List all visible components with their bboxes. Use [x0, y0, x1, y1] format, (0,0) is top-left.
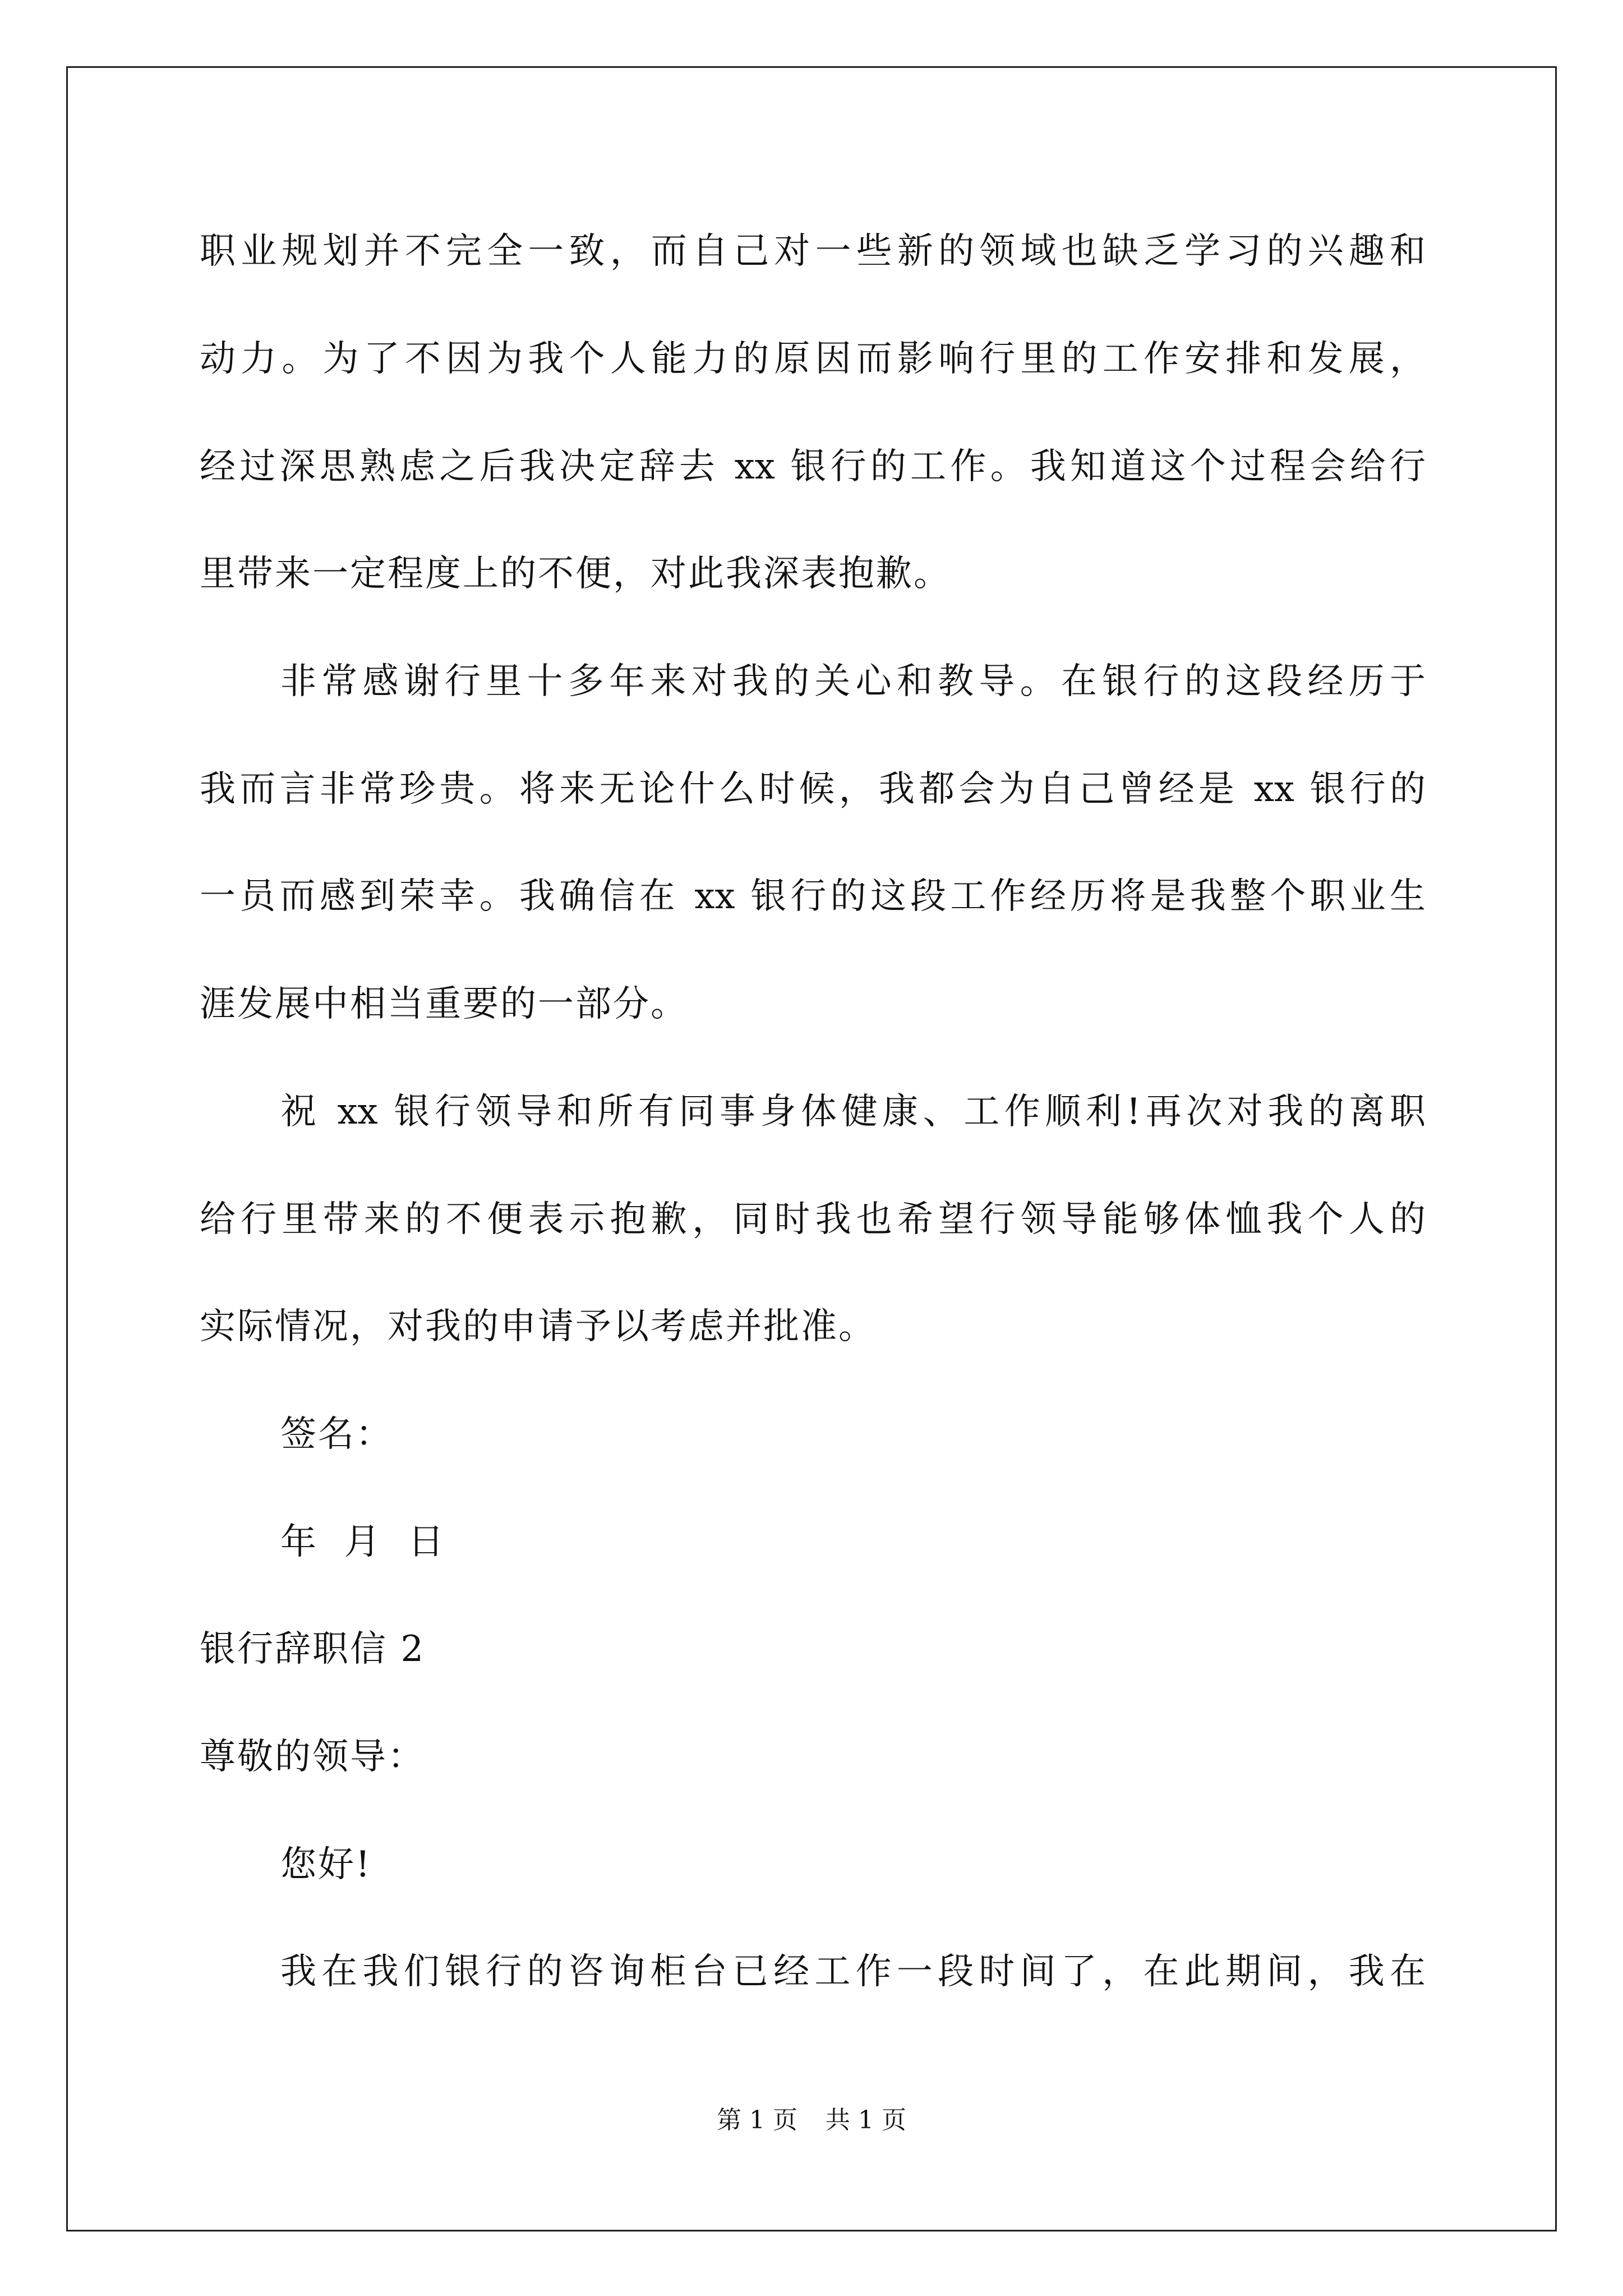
paragraph-3-line-3: 实际情况，对我的申请予以考虑并批准。 [200, 1306, 876, 1347]
page-footer [0, 2105, 1623, 2136]
date-line: 年 月 日 [280, 1521, 446, 1563]
paragraph-3-line-2: 给行里带来的不便表示抱歉，同时我也希望行领导能够体恤我个人的 [200, 1199, 1426, 1240]
paragraph-2-line-3: 一员而感到荣幸。我确信在 xx 银行的这段工作经历将是我整个职业生 [200, 876, 1426, 917]
greeting: 您好! [280, 1844, 372, 1885]
salutation: 尊敬的领导： [200, 1736, 425, 1778]
paragraph-1-line-1: 职业规划并不完全一致，而自己对一些新的领域也缺乏学习的兴趣和 [200, 231, 1426, 272]
paragraph-3-line-1: 祝 xx 银行领导和所有同事身体健康、工作顺利!再次对我的离职 [280, 1091, 1426, 1133]
paragraph-2-line-1: 非常感谢行里十多年来对我的关心和教导。在银行的这段经历于 [280, 661, 1426, 702]
paragraph-1-line-4: 里带来一定程度上的不便，对此我深表抱歉。 [200, 553, 951, 595]
paragraph-1-line-3: 经过深思熟虑之后我决定辞去 xx 银行的工作。我知道这个过程会给行 [200, 446, 1426, 487]
paragraph-1-line-2: 动力。为了不因为我个人能力的原因而影响行里的工作安排和发展， [200, 338, 1426, 380]
page-border [66, 66, 1557, 2231]
page-total: 共 1 页 [826, 2106, 906, 2134]
letter-2-title: 银行辞职信 2 [200, 1628, 426, 1670]
paragraph-2-line-2: 我而言非常珍贵。将来无论什么时候，我都会为自己曾经是 xx 银行的 [200, 769, 1426, 810]
letter-2-paragraph-1-line-1: 我在我们银行的咨询柜台已经工作一段时间了，在此期间，我在 [280, 1951, 1426, 1993]
signature-label: 签名： [280, 1414, 393, 1455]
paragraph-2-line-4: 涯发展中相当重要的一部分。 [200, 983, 688, 1025]
page-number: 第 1 页 [717, 2106, 797, 2134]
